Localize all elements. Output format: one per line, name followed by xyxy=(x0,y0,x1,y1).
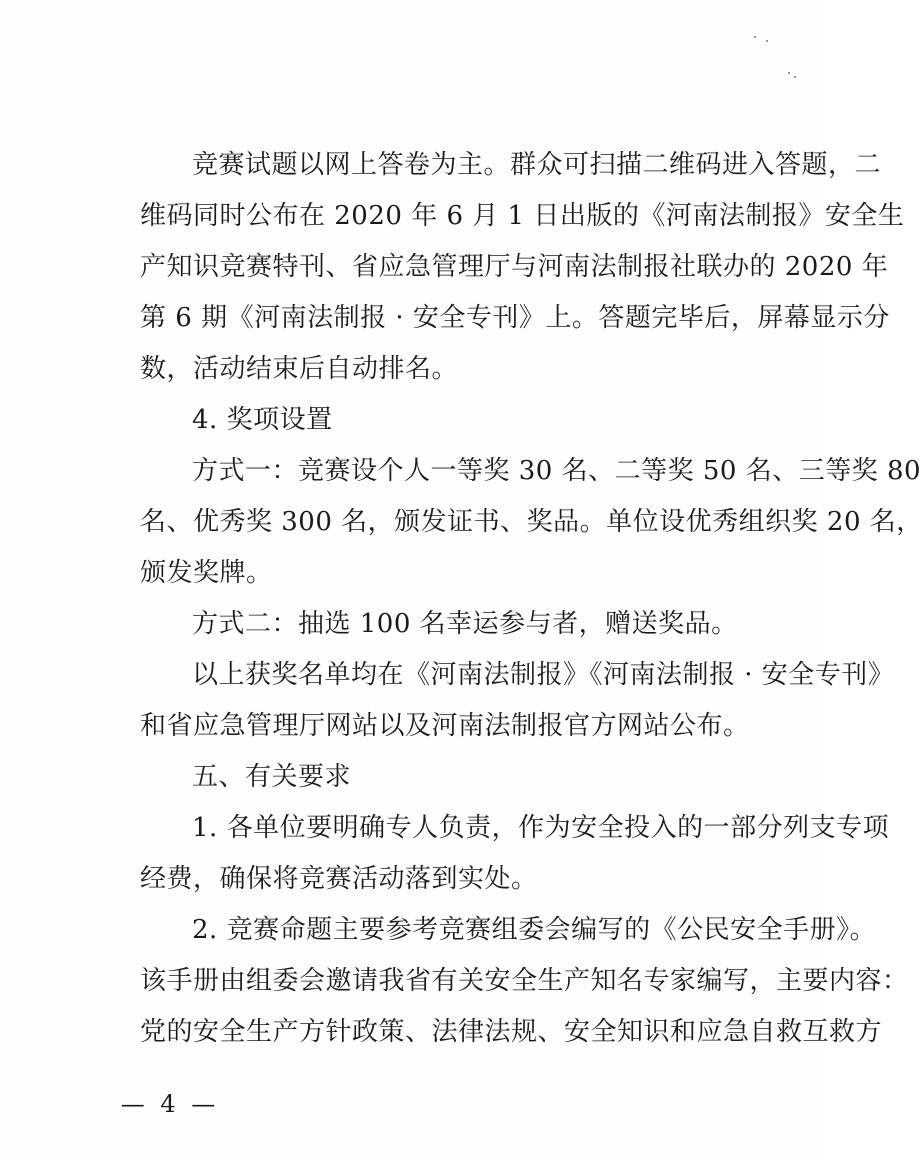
paragraph-line: 经费，确保将竞赛活动落到实处。 xyxy=(140,864,538,894)
paragraph-line: 1. 各单位要明确专人负责，作为安全投入的一部分列支专项 xyxy=(192,813,890,843)
paragraph-line: 竞赛试题以网上答卷为主。群众可扫描二维码进入答题，二 xyxy=(192,150,882,180)
paragraph-line: 维码同时公布在 2020 年 6 月 1 日出版的《河南法制报》安全生 xyxy=(140,201,905,231)
scan-speck xyxy=(794,76,796,78)
paragraph-line: 2. 竞赛命题主要参考竞赛组委会编写的《公民安全手册》。 xyxy=(192,915,877,945)
paragraph-line: 该手册由组委会邀请我省有关安全生产知名专家编写，主要内容： xyxy=(140,966,909,996)
paragraph-line: 方式一：竞赛设个人一等奖 30 名、二等奖 50 名、三等奖 80 xyxy=(192,456,922,486)
scan-speck xyxy=(754,36,756,38)
paragraph-line: 颁发奖牌。 xyxy=(140,558,273,588)
scan-speck xyxy=(788,72,790,74)
page-number: — 4 — xyxy=(120,1090,220,1118)
paragraph-line: 党的安全生产方针政策、法律法规、安全知识和应急自救互救方 xyxy=(140,1017,883,1047)
section-heading: 五、有关要求 xyxy=(192,762,352,792)
scan-speck xyxy=(766,40,768,42)
section-heading: 4. 奖项设置 xyxy=(192,405,333,435)
paragraph-line: 名、优秀奖 300 名，颁发证书、奖品。单位设优秀组织奖 20 名， xyxy=(140,507,923,537)
paragraph-line: 和省应急管理厅网站以及河南法制报官方网站公布。 xyxy=(140,711,750,741)
paragraph-line: 产知识竞赛特刊、省应急管理厅与河南法制报社联办的 2020 年 xyxy=(140,252,889,282)
paragraph-line: 数，活动结束后自动排名。 xyxy=(140,354,459,384)
paragraph-line: 第 6 期《河南法制报 · 安全专刊》上。答题完毕后，屏幕显示分 xyxy=(140,303,890,333)
paragraph-line: 以上获奖名单均在《河南法制报》《河南法制报 · 安全专刊》 xyxy=(192,660,895,690)
paragraph-line: 方式二：抽选 100 名幸运参与者，赠送奖品。 xyxy=(192,609,738,639)
